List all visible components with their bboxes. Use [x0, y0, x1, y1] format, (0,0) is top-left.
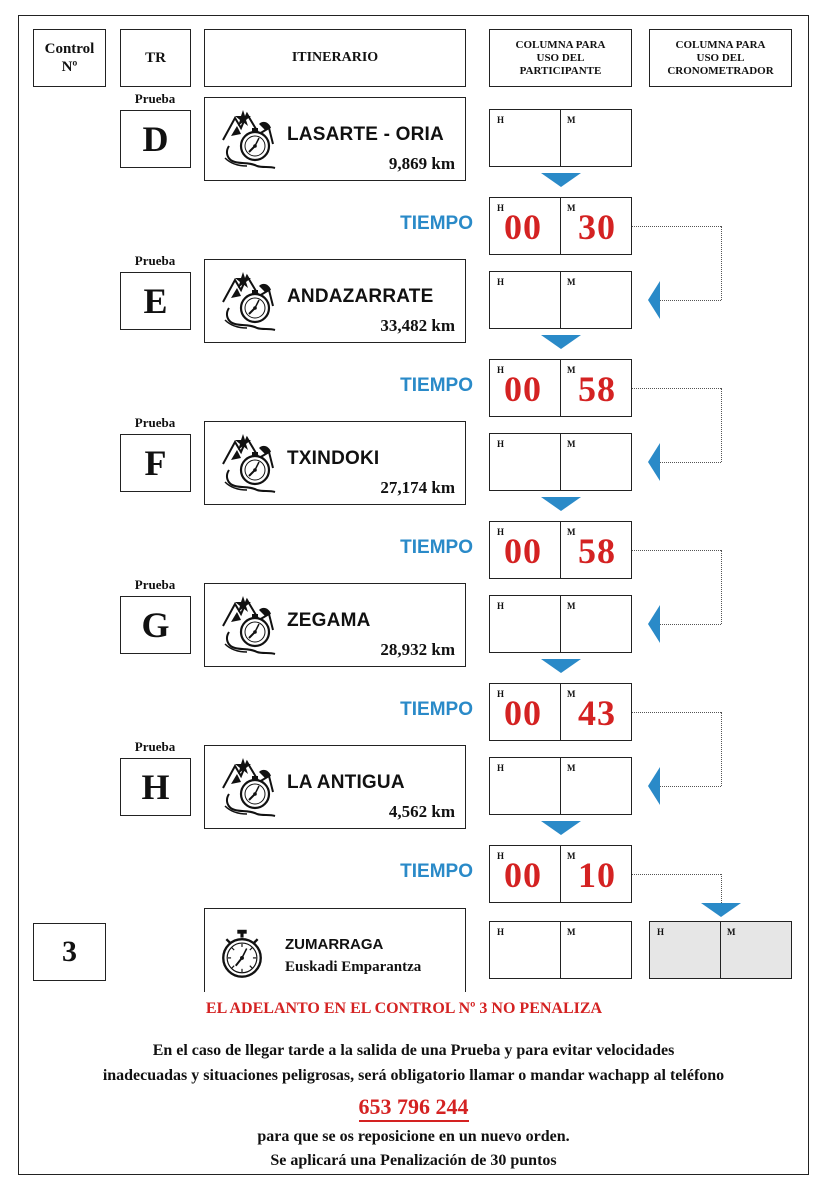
header-control [33, 29, 106, 87]
hours-label: H [497, 439, 505, 449]
hours-label: H [497, 527, 505, 537]
prueba-label: Prueba [134, 91, 176, 106]
prueba-letter-box [120, 758, 191, 816]
minutes-label: M [567, 115, 576, 125]
stage-name: ZEGAMA [287, 610, 371, 631]
itinerary-box [204, 745, 466, 829]
stage-name: LA ANTIGUA [287, 772, 405, 793]
participante-start-cell[interactable] [489, 757, 632, 815]
connector-line [632, 712, 721, 713]
rally-mountain-stopwatch-icon [215, 754, 279, 820]
tiempo-label: TIEMPO [400, 861, 473, 882]
hours-label: H [497, 927, 505, 937]
minutes-label: M [567, 689, 576, 699]
down-arrow-icon [701, 903, 741, 917]
minutes-label: M [567, 203, 576, 213]
left-arrow-icon [648, 281, 660, 319]
connector-line [660, 624, 721, 625]
itinerary-box [204, 583, 466, 667]
participante-start-cell[interactable] [489, 433, 632, 491]
down-arrow-icon [541, 497, 581, 511]
prueba-letter: D [142, 119, 169, 159]
tiempo-label: TIEMPO [400, 375, 473, 396]
hours-label: H [497, 115, 505, 125]
minutes-label: M [567, 439, 576, 449]
left-arrow-icon [648, 605, 660, 643]
stage-name: TXINDOKI [287, 448, 380, 469]
prueba-letter-box [120, 272, 191, 330]
participante-start-cell[interactable] [489, 109, 632, 167]
tiempo-minutes: 10 [578, 855, 616, 895]
hours-label: H [497, 203, 505, 213]
tiempo-minutes: 43 [578, 693, 616, 733]
cell-divider [560, 360, 561, 416]
cell-divider [560, 522, 561, 578]
tiempo-hours: 00 [504, 855, 542, 895]
participante-start-cell[interactable] [489, 271, 632, 329]
tiempo-cell[interactable] [489, 197, 632, 255]
prueba-letter: G [141, 605, 170, 645]
control-location: ZUMARRAGA [285, 936, 384, 953]
header-participante [489, 29, 632, 87]
prueba-label: Prueba [134, 577, 176, 592]
connector-line [632, 874, 721, 875]
prueba-letter: E [143, 281, 168, 321]
prueba-letter-box [120, 596, 191, 654]
connector-line [632, 550, 721, 551]
header-itinerario-label: ITINERARIO [291, 50, 379, 65]
minutes-label: M [727, 927, 736, 937]
minutes-label: M [567, 927, 576, 937]
rally-mountain-stopwatch-icon [215, 430, 279, 496]
stage-distance: 9,869 km [388, 154, 455, 173]
itinerary-box [204, 421, 466, 505]
hours-label: H [497, 851, 505, 861]
stage-distance: 27,174 km [380, 478, 455, 497]
tiempo-minutes: 58 [578, 531, 616, 571]
rally-mountain-stopwatch-icon [215, 106, 279, 172]
cell-divider [560, 110, 561, 166]
cell-divider [560, 684, 561, 740]
tiempo-label: TIEMPO [400, 699, 473, 720]
down-arrow-icon [541, 335, 581, 349]
hours-label: H [497, 277, 505, 287]
phone-number-text: 653 796 244 [359, 1094, 469, 1122]
control-number-box [33, 923, 106, 981]
connector-line [660, 786, 721, 787]
adelanto-notice: EL ADELANTO EN EL CONTROL Nº 3 NO PENALIZA [205, 1000, 603, 1017]
stage-name: ANDAZARRATE [287, 286, 434, 307]
tiempo-minutes: 58 [578, 369, 616, 409]
hours-label: H [497, 763, 505, 773]
tiempo-cell[interactable] [489, 521, 632, 579]
left-arrow-icon [648, 767, 660, 805]
participante-start-cell[interactable] [489, 595, 632, 653]
connector-line [632, 388, 721, 389]
connector-line [632, 226, 721, 227]
tiempo-cell[interactable] [489, 845, 632, 903]
tiempo-hours: 00 [504, 531, 542, 571]
connector-line [721, 226, 722, 300]
cell-divider [560, 434, 561, 490]
connector-line [721, 712, 722, 786]
cell-divider [560, 198, 561, 254]
connector-line [660, 462, 721, 463]
prueba-letter: F [144, 443, 167, 483]
tiempo-label: TIEMPO [400, 537, 473, 558]
down-arrow-icon [541, 821, 581, 835]
tiempo-label: TIEMPO [400, 213, 473, 234]
prueba-label: Prueba [134, 253, 176, 268]
cell-divider [560, 272, 561, 328]
itinerary-box [204, 97, 466, 181]
minutes-label: M [567, 527, 576, 537]
control-participante-cell[interactable] [489, 921, 632, 979]
hours-label: H [497, 601, 505, 611]
cell-divider [560, 846, 561, 902]
header-cronometrador [649, 29, 792, 87]
control-number: 3 [62, 935, 77, 968]
prueba-label: Prueba [134, 739, 176, 754]
minutes-label: M [567, 277, 576, 287]
tiempo-hours: 00 [504, 693, 542, 733]
minutes-label: M [567, 601, 576, 611]
header-tr [120, 29, 191, 87]
rally-mountain-stopwatch-icon [215, 592, 279, 658]
note-line-2: inadecuadas y situaciones peligrosas, será obligatorio llamar o mandar wachapp al teléfono [102, 1067, 725, 1084]
header-itinerario [204, 29, 466, 87]
cell-divider [720, 922, 721, 978]
stage-name: LASARTE - ORIA [287, 124, 444, 145]
stage-distance: 4,562 km [388, 802, 455, 821]
control-itinerary-box [204, 908, 466, 992]
connector-line [721, 550, 722, 624]
tiempo-hours: 00 [504, 369, 542, 409]
note-line-3: para que se os reposicione en un nuevo orden. [257, 1128, 570, 1145]
stage-distance: 28,932 km [380, 640, 455, 659]
connector-line [721, 388, 722, 462]
minutes-label: M [567, 365, 576, 375]
prueba-letter-box [120, 434, 191, 492]
header-control-label: Control Nº [44, 41, 95, 75]
tiempo-cell[interactable] [489, 683, 632, 741]
connector-line [721, 874, 722, 903]
itinerary-box [204, 259, 466, 343]
prueba-label: Prueba [134, 415, 176, 430]
header-participante-label: COLUMNA PARA USO DEL PARTICIPANTE [515, 38, 606, 77]
hours-label: H [497, 689, 505, 699]
cell-divider [560, 922, 561, 978]
stopwatch-icon [217, 927, 267, 981]
tiempo-minutes: 30 [578, 207, 616, 247]
control-cronometrador-cell[interactable] [649, 921, 792, 979]
tiempo-hours: 00 [504, 207, 542, 247]
hours-label: H [497, 365, 505, 375]
minutes-label: M [567, 851, 576, 861]
left-arrow-icon [648, 443, 660, 481]
stage-distance: 33,482 km [380, 316, 455, 335]
header-tr-label: TR [145, 50, 166, 66]
header-cronometrador-label: COLUMNA PARA USO DEL CRONOMETRADOR [667, 38, 774, 77]
phone-number [18, 1094, 809, 1120]
down-arrow-icon [541, 659, 581, 673]
cell-divider [560, 596, 561, 652]
control-place: Euskadi Emparantza [285, 959, 422, 975]
prueba-letter: H [141, 767, 170, 807]
note-line-1: En el caso de llegar tarde a la salida de una Prueba y para evitar velocidades [152, 1042, 675, 1059]
tiempo-cell[interactable] [489, 359, 632, 417]
hours-label: H [657, 927, 665, 937]
down-arrow-icon [541, 173, 581, 187]
connector-line [660, 300, 721, 301]
cell-divider [560, 758, 561, 814]
minutes-label: M [567, 763, 576, 773]
note-line-4: Se aplicará una Penalización de 30 puntos [270, 1152, 557, 1169]
prueba-letter-box [120, 110, 191, 168]
rally-mountain-stopwatch-icon [215, 268, 279, 334]
